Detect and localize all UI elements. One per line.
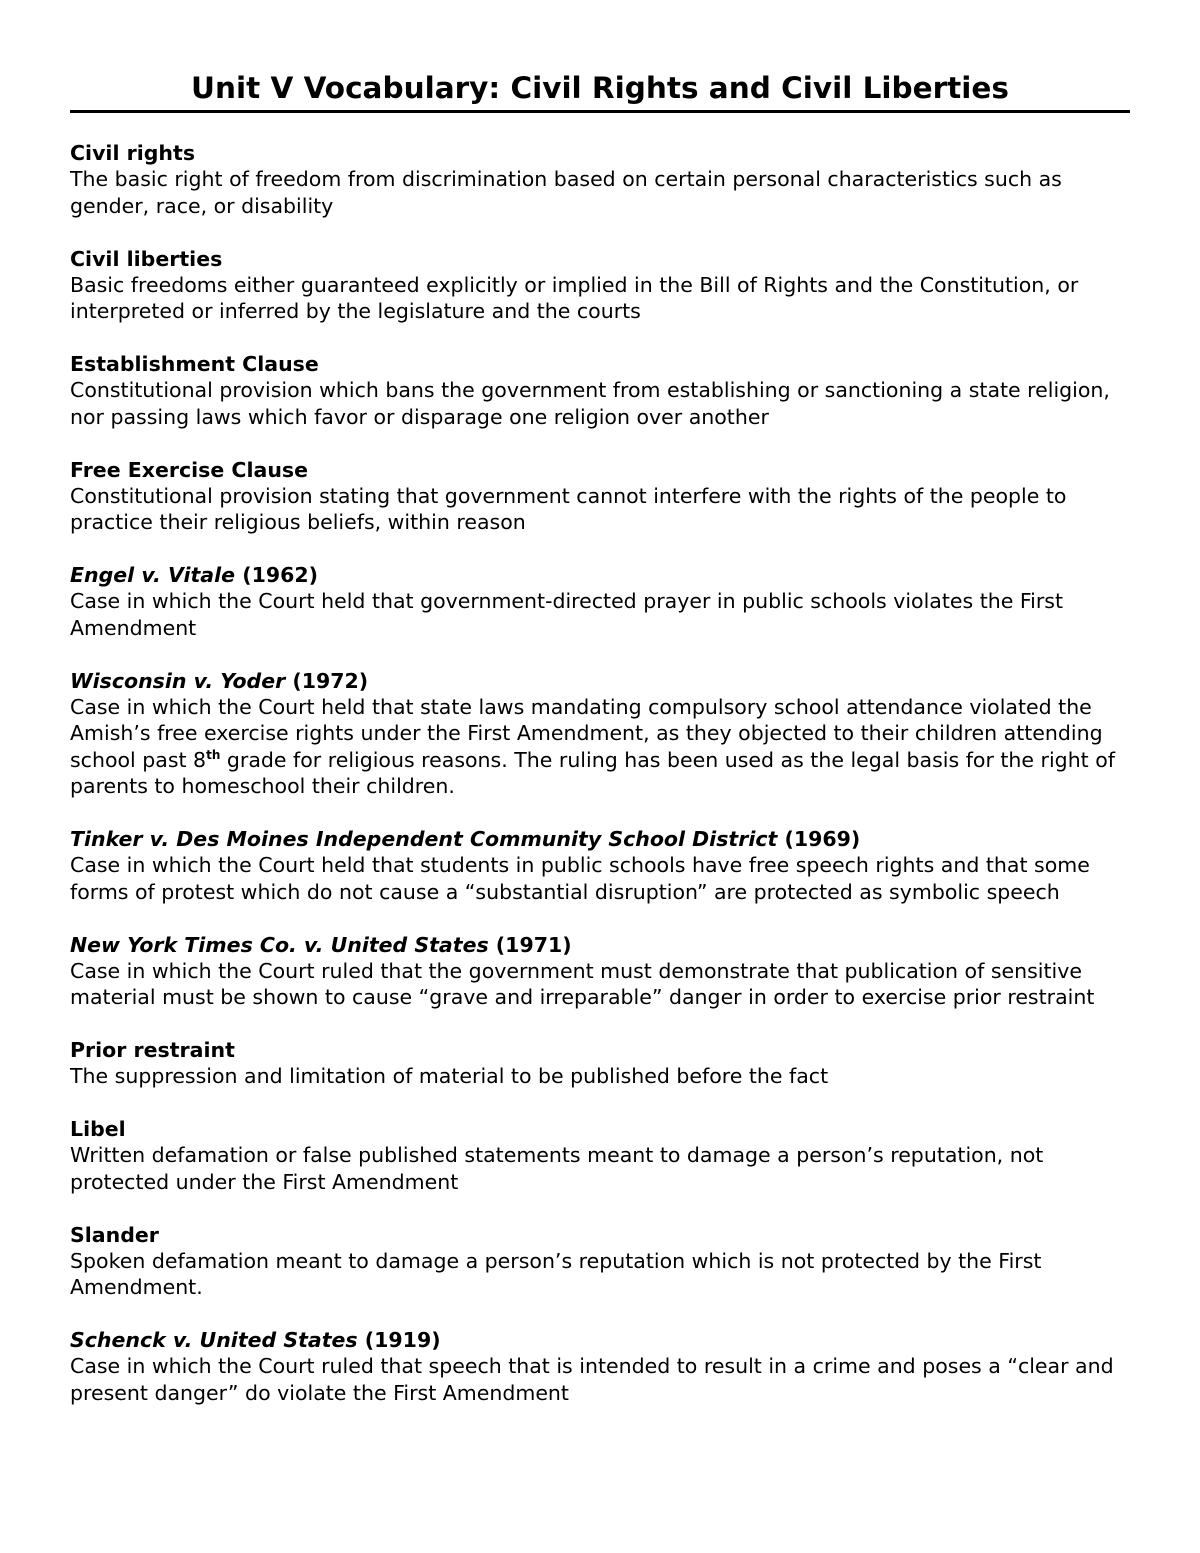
vocab-entry-establishment-clause	[70, 351, 1130, 430]
term: Prior restraint	[70, 1038, 235, 1062]
definition: Case in which the Court ruled that the government must demonstrate that publication of sensitive material must be shown to cause “grave and irreparable” danger in order to exercise prior restraint	[70, 958, 1095, 1009]
vocabulary-list	[70, 140, 1130, 1406]
term	[70, 562, 1130, 588]
case-name: Schenck v. United States	[70, 1328, 358, 1352]
term: Establishment Clause	[70, 352, 319, 376]
vocab-entry-slander	[70, 1222, 1130, 1301]
vocab-entry-wisconsin-v-yoder	[70, 668, 1130, 800]
case-year: (1919)	[357, 1328, 441, 1352]
vocab-entry-civil-liberties	[70, 246, 1130, 325]
vocab-entry-free-exercise-clause	[70, 457, 1130, 536]
term: Libel	[70, 1117, 126, 1141]
page-title: Unit V Vocabulary: Civil Rights and Civil Liberties	[70, 68, 1130, 113]
vocab-entry-new-york-times-v-us	[70, 932, 1130, 1011]
definition: Written defamation or false published statements meant to damage a person’s reputation, not protected under the First Amendment	[70, 1143, 1044, 1194]
definition: Case in which the Court held that government-directed prayer in public schools violates the First Amendment	[70, 589, 1063, 640]
definition: The basic right of freedom from discrimination based on certain personal characteristics such as gender, race, or disability	[70, 167, 1062, 218]
term: Free Exercise Clause	[70, 457, 309, 482]
case-year: (1962)	[235, 563, 318, 587]
definition-part: Case in which the Court held that state laws mandating compulsory school attendance violated the Amish’s free exercise rights under the First Amendment, as they objected to their children attending school past 8	[70, 694, 1103, 772]
definition: Spoken defamation meant to damage a person’s reputation which is not protected by the First Amendment.	[70, 1248, 1042, 1299]
term: Slander	[70, 1222, 159, 1247]
vocab-entry-libel	[70, 1116, 1130, 1195]
term	[70, 668, 1130, 694]
definition: The suppression and limitation of material to be published before the fact	[70, 1064, 829, 1088]
definition: Case in which the Court ruled that speech that is intended to result in a crime and poses a “clear and present danger” do violate the First Amendment	[70, 1354, 1114, 1405]
case-year: (1972)	[285, 668, 369, 693]
definition: Case in which the Court held that students in public schools have free speech rights and that some forms of protest which do not cause a “substantial disruption” are protected as symbolic speech	[70, 853, 1090, 904]
definition-part: grade for religious reasons. The ruling has been used as the legal basis for the right of parents to homeschool their children.	[70, 747, 1115, 798]
vocab-entry-schenck-v-us	[70, 1327, 1130, 1406]
term	[70, 1327, 1130, 1353]
definition: Constitutional provision stating that government cannot interfere with the rights of the people to practice their religious beliefs, within reason	[70, 483, 1067, 534]
term: Civil rights	[70, 141, 196, 165]
term	[70, 826, 1130, 852]
definition	[70, 694, 1130, 800]
case-name: Engel v. Vitale	[70, 563, 236, 587]
definition: Constitutional provision which bans the government from establishing or sanctioning a state religion, nor passing laws which favor or disparage one religion over another	[70, 378, 1110, 429]
ordinal-suffix: th	[206, 747, 221, 762]
definition: Basic freedoms either guaranteed explicitly or implied in the Bill of Rights and the Constitution, or interpreted or inferred by the legislature and the courts	[70, 272, 1079, 323]
case-name: Tinker v. Des Moines Independent Community School District	[70, 827, 778, 851]
case-name: Wisconsin v. Yoder	[70, 668, 286, 693]
case-name: New York Times Co. v. United States	[70, 932, 489, 957]
case-year: (1969)	[777, 827, 861, 851]
vocab-entry-civil-rights	[70, 140, 1130, 219]
vocab-entry-prior-restraint	[70, 1037, 1130, 1090]
term	[70, 932, 1130, 958]
term: Civil liberties	[70, 246, 223, 271]
document-page	[70, 68, 1130, 1433]
vocab-entry-tinker-v-des-moines	[70, 826, 1130, 905]
case-year: (1971)	[488, 932, 572, 957]
vocab-entry-engel-v-vitale	[70, 562, 1130, 641]
